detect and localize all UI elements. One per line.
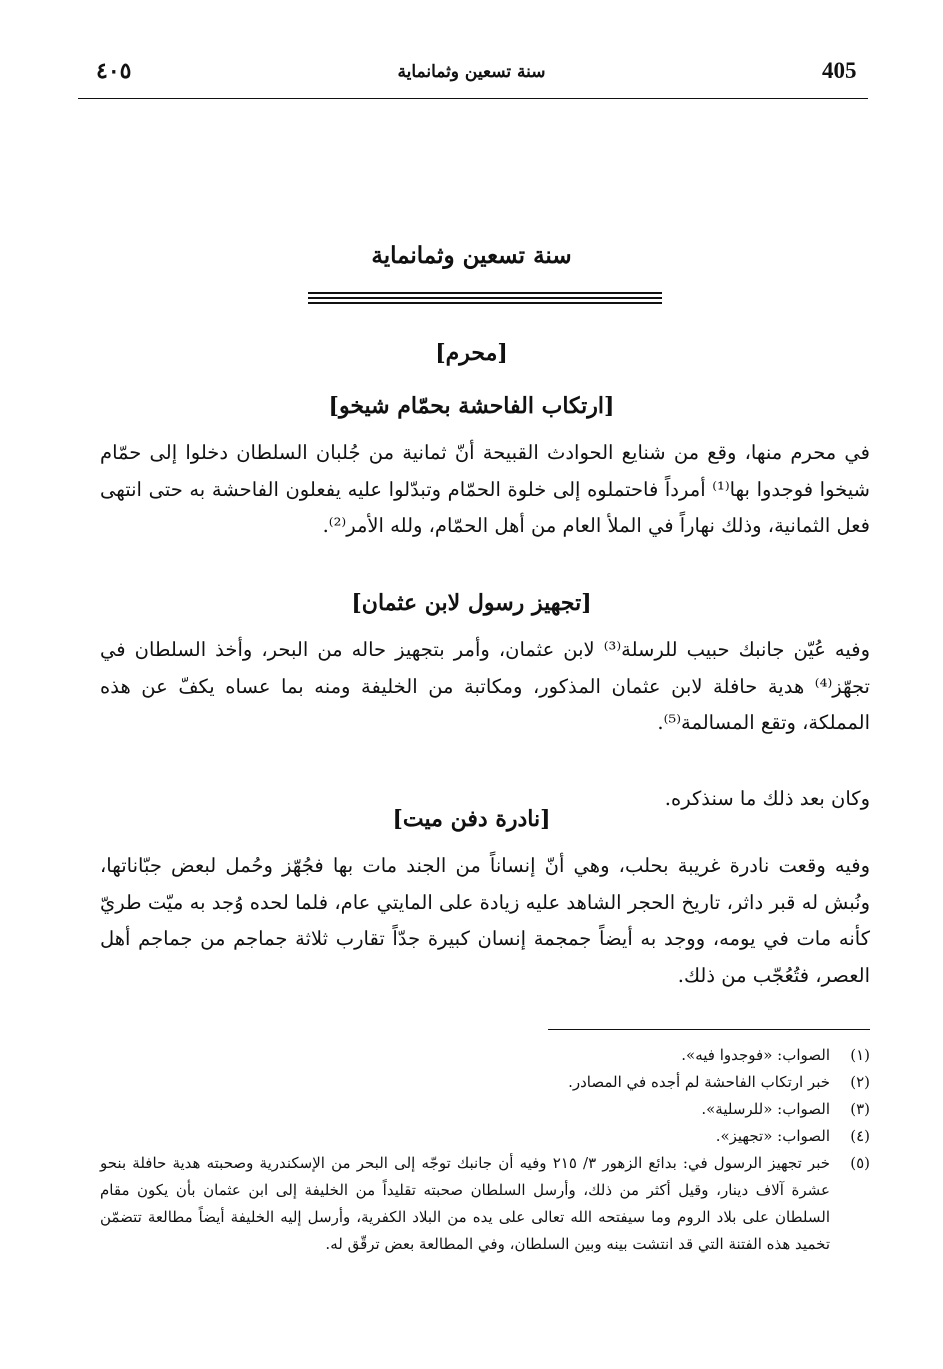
footnote bbox=[100, 1123, 870, 1150]
footnote-number: (١) bbox=[850, 1046, 870, 1064]
page-number-arabic: ٤٠٥ bbox=[96, 58, 132, 84]
footnote bbox=[100, 1150, 870, 1258]
page-number-latin: 405 bbox=[822, 58, 857, 83]
section-heading-3: [نادرة دفن ميت] bbox=[392, 806, 551, 832]
title-rule-top bbox=[308, 292, 662, 294]
paragraph-2 bbox=[100, 632, 870, 742]
section-heading-2: [تجهيز رسول لابن عثمان] bbox=[351, 590, 592, 616]
paragraph-4-text: وفيه وقعت نادرة غريبة بحلب، وهي أنّ إنساناً من الجند مات بها فجُهّز وحُمل لبعض جبّاناتها، ونُبش له قبر داثر، تاريخ الحجر الشاهد عليه زيادة على المايتي عام، فلما لحده وُجد به ميّت طريّ كأنه مات في يومه، ووجد به أيضاً جمجمة إنسان كبيرة جدّاً تقارب ثلاثة جماجم من جماجم أهل العصر، فتُعُجّب من ذلك. bbox=[100, 854, 870, 988]
footnotes bbox=[100, 1042, 870, 1258]
footnote-text: خبر تجهيز الرسول في: بدائع الزهور ٣/ ٢١٥ وفيه أن جانبك توجّه إلى البحر من الإسكندرية وصحبته هدية حافلة بنحو عشرة آلاف دينار، وقيل أكثر من ذلك، وأرسل السلطان صحبته تقليداً من الخليفة إلى ابن عثمان بأن يكون مقام السلطان على بلاد الروم وما سيفتحه الله تعالى على يده من البلاد الكفرية، وأرسل إليه الخليفة أيضاً مطالعة تتضمّن تخميد هذه الفتنة التي قد انتشت بينه وبين السلطان، وفي المطالعة بعض ترقّق له. bbox=[100, 1154, 830, 1253]
paragraph-1-text: في محرم منها، وقع من شنايع الحوادث القبيحة أنّ ثمانية من جُلبان السلطان دخلوا إلى حمّام شيخوا فوجدوا بها⁽¹⁾ أمرداً فاحتملوه إلى خلوة الحمّام وتبدّلوا عليه يفعلون الفاحشة به حتى انتهى فعل الثمانية، وذلك نهاراً في الملأ العام من أهل الحمّام، ولله الأمر⁽²⁾. bbox=[100, 441, 870, 538]
footnote-text: الصواب: «فوجدوا فيه». bbox=[681, 1046, 830, 1064]
paragraph-2-text: وفيه عُيّن جانبك حبيب للرسلة⁽³⁾ لابن عثمان، وأمر بتجهيز حاله من البحر، وأخذ السلطان في تجهّز⁽⁴⁾ هدية حافلة لابن عثمان المذكور، ومكاتبة من الخليفة ومنه بما عساه يكفّ عن هذه المملكة، وتقع المسالمة⁽⁵⁾. bbox=[100, 638, 870, 735]
footnote-number: (٥) bbox=[850, 1154, 870, 1172]
header-rule bbox=[78, 98, 868, 99]
paragraph-4 bbox=[100, 848, 870, 995]
title-rule-bottom bbox=[308, 302, 662, 304]
running-title: سنة تسعين وثمانماية bbox=[397, 62, 546, 82]
section-heading-1: [ارتكاب الفاحشة بحمّام شيخو] bbox=[328, 393, 615, 419]
footnote-number: (٢) bbox=[850, 1073, 870, 1091]
title-rule-middle bbox=[308, 297, 662, 299]
footnote-rule bbox=[548, 1029, 870, 1030]
footnote-number: (٤) bbox=[850, 1127, 870, 1145]
footnote bbox=[100, 1096, 870, 1123]
footnote-text: الصواب: «للرسلية». bbox=[701, 1100, 830, 1118]
footnote bbox=[100, 1069, 870, 1096]
footnote-text: الصواب: «تجهيز». bbox=[715, 1127, 830, 1145]
footnote-text: خبر ارتكاب الفاحشة لم أجده في المصادر. bbox=[568, 1073, 830, 1091]
paragraph-1 bbox=[100, 435, 870, 545]
paragraph-3-text: وكان بعد ذلك ما سنذكره. bbox=[664, 787, 870, 810]
chapter-title: سنة تسعين وثمانماية bbox=[371, 242, 572, 269]
running-header bbox=[0, 58, 943, 94]
footnote bbox=[100, 1042, 870, 1069]
footnote-number: (٣) bbox=[850, 1100, 870, 1118]
month-heading: [محرم] bbox=[435, 340, 508, 366]
